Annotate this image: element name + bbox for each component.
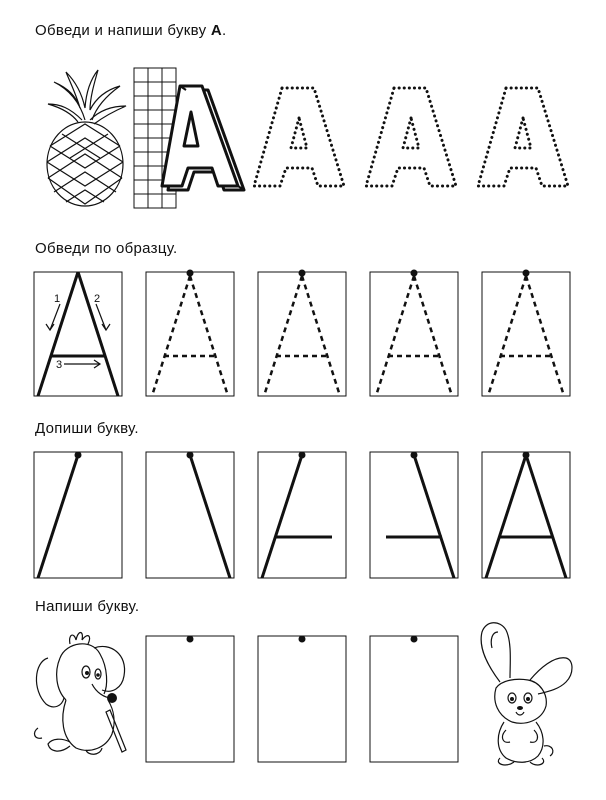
start-dot	[187, 636, 194, 643]
letter-box	[34, 272, 122, 396]
letter-box	[258, 636, 346, 762]
start-dot	[411, 270, 418, 277]
dotted-letter-a	[252, 84, 346, 190]
letter-box	[370, 636, 458, 762]
start-dot	[523, 270, 530, 277]
letter-box	[258, 272, 346, 396]
write-letter-box[interactable]	[258, 636, 348, 762]
trace-letter-box[interactable]	[146, 272, 236, 396]
complete-letter-box[interactable]	[370, 452, 460, 578]
start-dot	[299, 636, 306, 643]
elephant-icon	[30, 628, 138, 758]
section-title-trace-sample: Обведи по образцу.	[35, 240, 178, 257]
stroke-number: 2	[94, 293, 101, 305]
start-dot	[187, 270, 194, 277]
sample-letter-box	[34, 272, 124, 396]
big-letter-a	[162, 86, 244, 190]
letter-box	[482, 272, 570, 396]
stroke-number: 3	[56, 359, 63, 371]
complete-letter-box[interactable]	[258, 452, 348, 578]
section-title-complete-letter: Допиши букву.	[35, 420, 139, 437]
letter-box	[370, 272, 458, 396]
write-letter-box[interactable]	[370, 636, 460, 762]
complete-letter-box[interactable]	[482, 452, 572, 578]
letter-box	[146, 272, 234, 396]
start-dot	[411, 636, 418, 643]
section-title-letter: А	[210, 22, 222, 39]
stroke-number: 1	[54, 293, 61, 305]
section-title-trace-write	[35, 22, 226, 39]
section-title-write-letter: Напиши букву.	[35, 598, 140, 615]
start-dot	[299, 270, 306, 277]
trace-letter-box[interactable]	[258, 272, 348, 396]
bunny-icon	[470, 618, 580, 768]
dotted-letter-a	[364, 84, 458, 190]
letter-box	[146, 452, 234, 578]
letter-box	[34, 452, 122, 578]
complete-letter-box[interactable]	[146, 452, 236, 578]
section-title-text: Обведи и напиши букву	[35, 22, 211, 39]
letter-box	[482, 452, 570, 578]
complete-letter-box[interactable]	[34, 452, 124, 578]
write-letter-box[interactable]	[146, 636, 236, 762]
letter-box	[258, 452, 346, 578]
section-title-end: .	[222, 22, 227, 39]
dotted-letter-a	[476, 84, 570, 190]
letter-grid-with-letter	[134, 68, 244, 208]
letter-box	[146, 636, 234, 762]
pineapple-icon	[40, 68, 130, 208]
trace-letter-box[interactable]	[370, 272, 460, 396]
letter-box	[370, 452, 458, 578]
trace-letter-box[interactable]	[482, 272, 572, 396]
